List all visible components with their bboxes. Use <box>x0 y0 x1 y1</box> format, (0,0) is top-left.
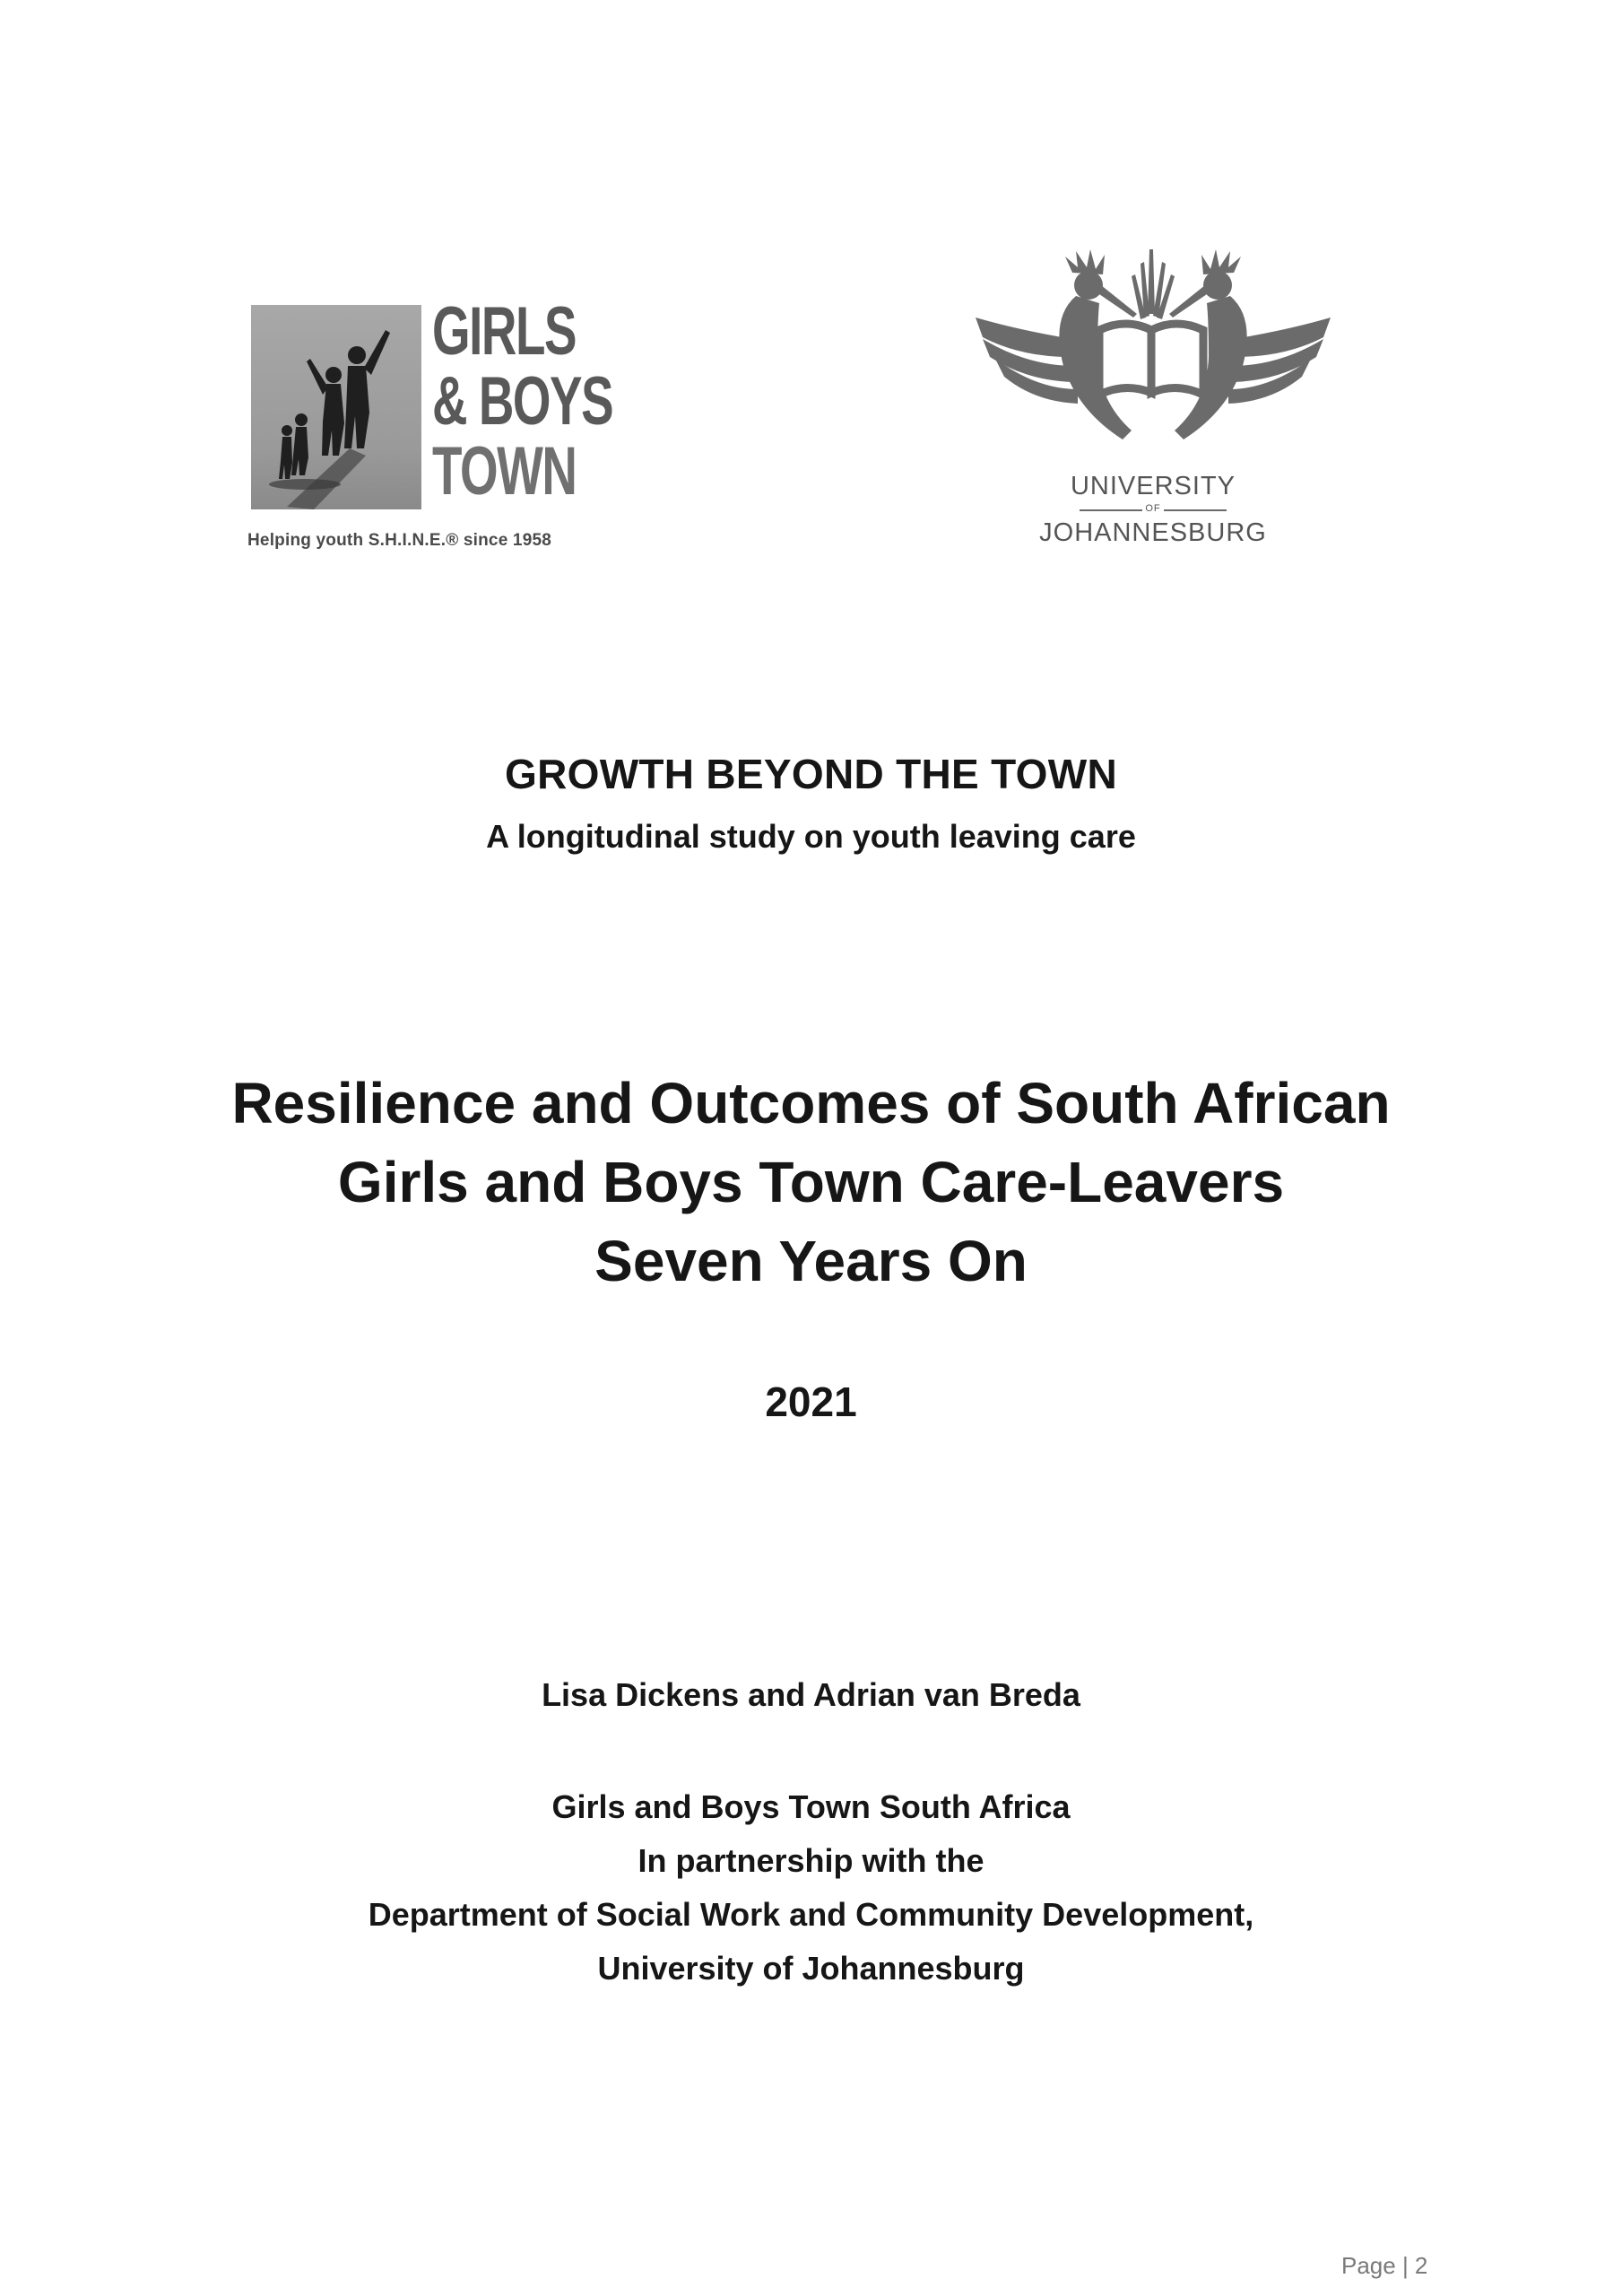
gbt-word-girls: GIRLS <box>432 293 577 370</box>
gbt-tagline: Helping youth S.H.I.N.E.® since 1958 <box>247 531 552 550</box>
report-year: 2021 <box>765 1378 857 1425</box>
organisation-line: Department of Social Work and Community Development, <box>368 1896 1254 1933</box>
uj-word-of: OF <box>1145 503 1161 514</box>
university-of-johannesburg-logo <box>965 231 1341 563</box>
report-title-line: Seven Years On <box>594 1229 1028 1293</box>
uj-divider-right <box>1164 509 1227 511</box>
hoopoe-crest-icon <box>965 231 1341 465</box>
series-subtitle: A longitudinal study on youth leaving care <box>486 818 1136 855</box>
report-authors: Lisa Dickens and Adrian van Breda <box>542 1676 1080 1713</box>
gbt-word-town: TOWN <box>432 433 577 509</box>
series-title: GROWTH BEYOND THE TOWN <box>505 751 1117 797</box>
silhouette-figures-icon <box>251 305 421 509</box>
uj-word-johannesburg: JOHANNESBURG <box>1039 518 1267 547</box>
organisation-line: University of Johannesburg <box>597 1950 1025 1987</box>
organisation-line: In partnership with the <box>638 1842 984 1879</box>
page-number: Page | 2 <box>1341 2252 1428 2279</box>
gbt-wordmark <box>432 293 613 516</box>
gbt-word-and-boys: & BOYS <box>432 363 613 439</box>
report-title-line: Resilience and Outcomes of South African <box>231 1071 1391 1135</box>
report-title <box>0 1064 1622 1300</box>
girls-and-boys-town-logo <box>247 293 615 565</box>
organisation-block <box>0 1780 1622 1996</box>
report-title-line: Girls and Boys Town Care-Leavers <box>337 1150 1285 1214</box>
organisation-line: Girls and Boys Town South Africa <box>551 1788 1071 1825</box>
uj-word-university: UNIVERSITY <box>1070 472 1236 500</box>
